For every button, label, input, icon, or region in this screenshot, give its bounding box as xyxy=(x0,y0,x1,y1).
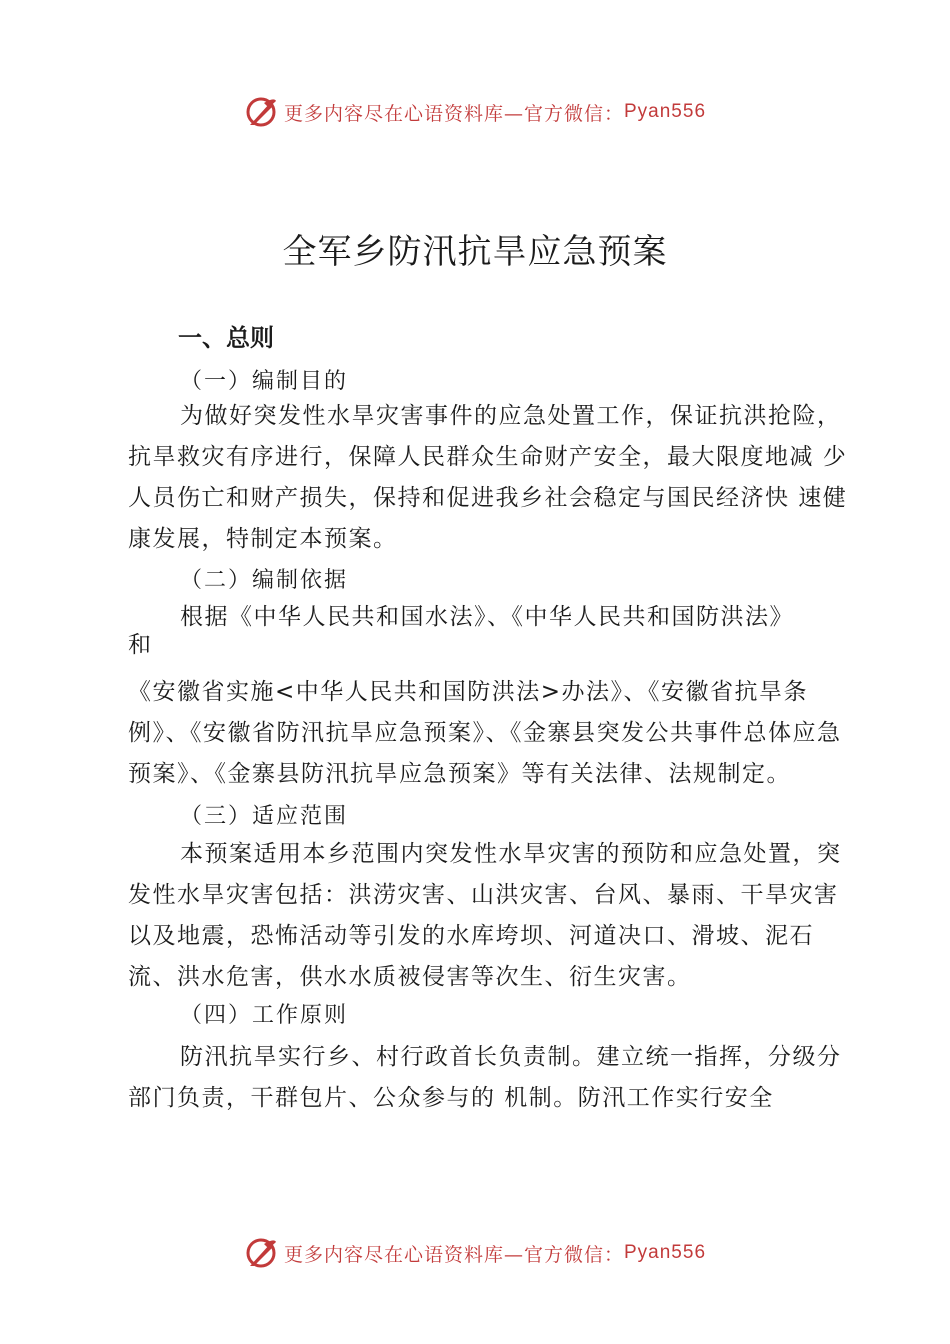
paragraph-purpose: 为做好突发性水旱灾害事件的应急处置工作，保证抗洪抢险，抗旱救灾有序进行，保障人民群众生命财产安全，最大限度地减 少人员伤亡和财产损失，保持和促进我乡社会稳定与国民经济快 速健康发展，特制定本预案。 xyxy=(128,403,848,552)
banner-text: 更多内容尽在心语资料库—官方微信： xyxy=(283,1243,624,1266)
quill-logo-icon xyxy=(244,1236,278,1270)
quill-logo-icon xyxy=(244,95,278,129)
subheading-basis: （二）编制依据 xyxy=(180,568,349,593)
banner-wechat-id: Pyan556 xyxy=(624,101,707,122)
document-title: 全军乡防汛抗旱应急预案 xyxy=(282,232,668,272)
header-banner xyxy=(0,92,950,132)
banner-text: 更多内容尽在心语资料库—官方微信： xyxy=(283,102,624,125)
paragraph-basis-intro: 根据《中华人民共和国水法》、《中华人民共和国防洪法》和 xyxy=(128,604,794,658)
paragraph-principles: 防汛抗旱实行乡、村行政首长负责制。建立统一指挥，分级分部门负责，干群包片、公众参与的 机制。防汛工作实行安全 xyxy=(128,1044,842,1111)
paragraph-scope: 本预案适用本乡范围内突发性水旱灾害的预防和应急处置，突发性水旱灾害包括：洪涝灾害、山洪灾害、台风、暴雨、干旱灾害以及地震，恐怖活动等引发的水库垮坝、河道决口、滑坡、泥石流、洪水危害，供水水质被侵害等次生、衍生灾害。 xyxy=(128,841,842,990)
subheading-principles: （四）工作原则 xyxy=(180,1003,349,1028)
banner-wechat-id: Pyan556 xyxy=(624,1242,707,1263)
section-heading-general: 一、总则 xyxy=(178,324,274,352)
subheading-scope: （三）适应范围 xyxy=(180,804,349,829)
subheading-purpose: （一）编制目的 xyxy=(180,369,349,394)
paragraph-basis: 《安徽省实施<中华人民共和国防洪法>办法》、《安徽省抗旱条例》、《安徽省防汛抗旱应急预案》、《金寨县突发公共事件总体应急预案》、《金寨县防汛抗旱应急预案》等有关法律、法规制定。 xyxy=(128,679,842,787)
footer-banner xyxy=(0,1233,950,1273)
